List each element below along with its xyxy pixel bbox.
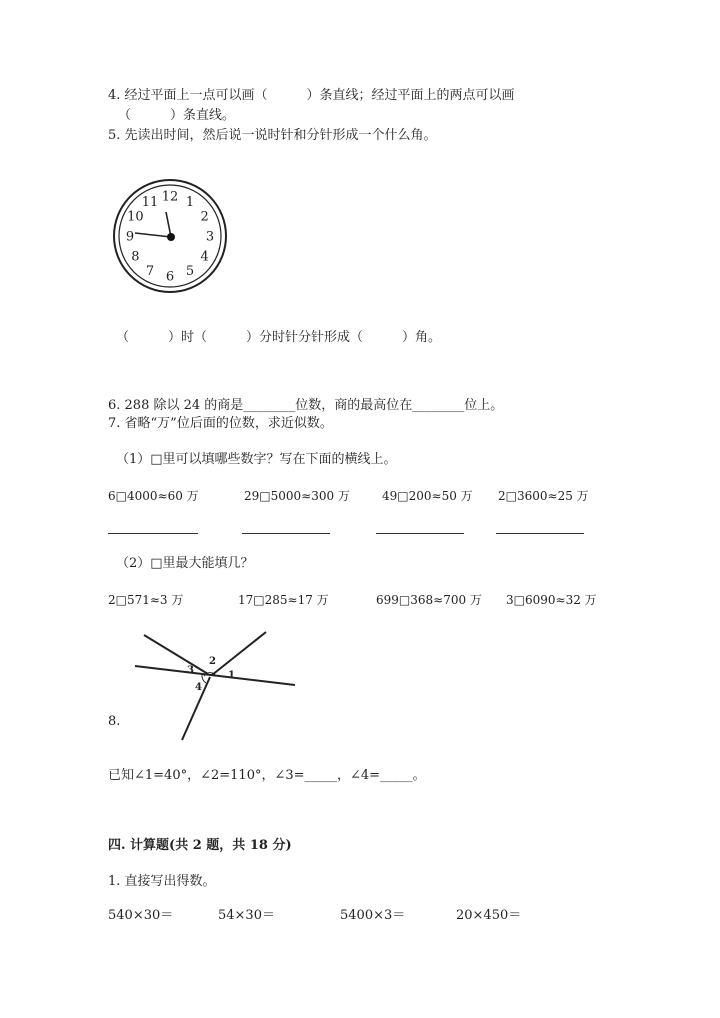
- q7-part1-label: （1）□里可以填哪些数字？写在下面的横线上。: [116, 452, 397, 467]
- approx-item: 3□6090≈32 万: [506, 593, 597, 607]
- angle-label: 3: [187, 665, 194, 676]
- q8-number: 8.: [108, 714, 121, 729]
- q5-answer-line: （ ）时（ ）分时针分针形成（ ）角。: [116, 330, 442, 345]
- calc-item: 540×30＝: [108, 908, 174, 923]
- clock-numeral: 10: [127, 209, 144, 225]
- clock-numeral: 5: [185, 264, 195, 280]
- clock-figure: [110, 176, 230, 296]
- answer-line: [108, 533, 198, 534]
- angle-label: 1: [228, 670, 235, 681]
- clock-numeral: 7: [145, 264, 155, 280]
- section4-q1-prompt: 1. 直接写出得数。: [108, 874, 216, 889]
- calc-item: 20×450＝: [456, 908, 522, 923]
- q7-prompt: 7. 省略“万”位后面的位数，求近似数。: [108, 416, 333, 431]
- clock-numeral: 6: [165, 269, 175, 285]
- approx-item: 2□571≈3 万: [108, 593, 184, 607]
- approx-item: 699□368≈700 万: [376, 593, 482, 607]
- clock-numeral: 2: [200, 209, 209, 225]
- clock-numeral: 12: [161, 189, 179, 205]
- minute-hand: [135, 233, 171, 237]
- approx-item: 29□5000≈300 万: [244, 489, 350, 503]
- approx-item: 2□3600≈25 万: [498, 489, 589, 503]
- approx-item: 17□285≈17 万: [238, 593, 329, 607]
- q7-part2-label: （2）□里最大能填几？: [116, 556, 254, 571]
- intersecting-lines-figure: [130, 628, 300, 743]
- answer-line: [376, 533, 464, 534]
- calc-item: 5400×3＝: [340, 908, 406, 923]
- approx-item: 49□200≈50 万: [382, 489, 473, 503]
- answer-line: [496, 533, 584, 534]
- q4-line2: （ ）条直线。: [118, 108, 236, 123]
- clock-numeral: 1: [185, 194, 195, 210]
- clock-numeral: 3: [205, 229, 215, 245]
- q5-prompt: 5. 先读出时间，然后说一说时针和分针形成一个什么角。: [108, 128, 437, 143]
- calc-item: 54×30＝: [218, 908, 275, 923]
- clock-numeral: 4: [200, 249, 209, 265]
- approx-item: 6□4000≈60 万: [108, 489, 199, 503]
- clock-numeral: 9: [125, 229, 135, 245]
- q4-line1: 4. 经过平面上一点可以画（ ）条直线；经过平面上的两点可以画: [108, 88, 515, 103]
- answer-line: [242, 533, 330, 534]
- clock-numeral: 8: [131, 249, 140, 265]
- angle-label: 4: [195, 682, 202, 693]
- clock-numeral: 11: [141, 194, 159, 210]
- q6-text: 6. 288 除以 24 的商是________位数，商的最高位在________位上。: [108, 398, 504, 413]
- angle-label: 2: [209, 656, 216, 667]
- section-title: 四. 计算题(共 2 题，共 18 分): [108, 838, 292, 853]
- q8-text: 已知∠1=40°，∠2=110°，∠3=_____，∠4=_____。: [108, 768, 426, 783]
